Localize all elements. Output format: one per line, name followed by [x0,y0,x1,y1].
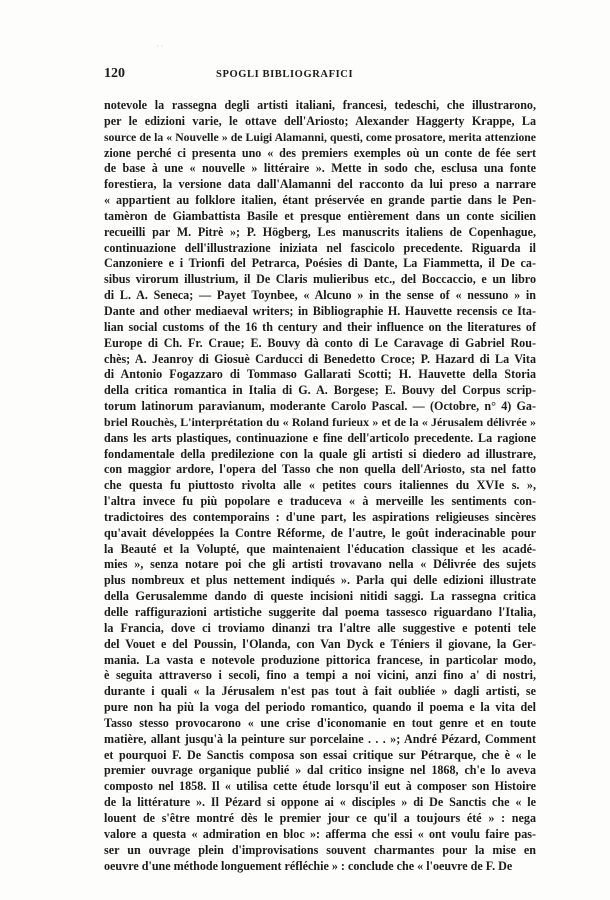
text-line: continuazione dell'illustrazione iniziata nel fascicolo precedente. Riguarda il [104,240,536,255]
text-line: recueilli par M. Pitrè »; P. Högberg, Les manuscrits italiens de Copenhague, [104,224,536,239]
text-line: plus nombreux et plus nettement indiqués ». Parla qui delle edizioni illustrate [104,573,536,588]
text-line: per le edizioni varie, le ottave dell'Ariosto; Alexander Haggerty Krappe, La [104,113,536,128]
text-line: la Beauté et la Volupté, que maintenaient l'éducation classique et les acadé- [104,541,536,556]
text-line: con maggior ardore, l'opera del Tasso che non quella dell'Ariosto, sta nel fatto [104,462,536,477]
text-line: pure non ha più la voga del periodo romantico, quando il poema e la vita del [104,700,536,715]
text-line: matière, allant jusqu'à la peinture sur porcelaine . . . »; André Pézard, Comment [104,731,536,746]
running-head: SPOGLI BIBLIOGRAFICI [216,69,354,80]
text-line: torum latinorum paravianum, moderante Carolo Pascal. — (Octobre, n° 4) Ga- [104,399,536,414]
text-line: della critica romantica in Italia di G. A. Borgese; E. Bouvy del Corpus scrip- [104,383,536,398]
text-line: premier ouvrage organique publié » dal critico insigne nel 1868, ch'e lo aveva [104,763,536,778]
text-line: composto nel 1858. Il « utilisa cette étude lorsqu'il eut à composer son Histoire [104,779,536,794]
text-line: mania. La vasta e notevole produzione pittorica francese, in particolar modo, [104,652,536,667]
text-line: della Gerusalemme dando di queste incisioni nitidi saggi. La rassegna critica [104,589,536,604]
text-line: durante i quali « la Jérusalem n'est pas tout à fait oubliée » dagli artisti, se [104,684,536,699]
text-line: et pourquoi F. De Sanctis composa son essai critique sur Pétrarque, che è « le [104,747,536,762]
text-line: de la littérature ». Il Pézard si oppone ai « disciples » di De Sanctis che « le [104,795,536,810]
text-line: di Antonio Fogazzaro di Tommaso Gallarati Scotti; H. Hauvette della Storia [104,367,536,382]
text-line: del Vouet e del Poussin, l'Olanda, con Van Dyck e Téniers il giovane, la Ger- [104,636,536,651]
text-line: Europe di Ch. Fr. Craue; E. Bouvy dà conto di Le Caravage di Gabriel Rou- [104,335,536,350]
text-line: l'altra invece fu più popolare e traduceva « à merveille les sentiments con- [104,494,536,509]
text-line: delle raffigurazioni artistiche suggerite dal poema tassesco riguardano l'Italia, [104,605,536,619]
text-line: di L. A. Seneca; — Payet Toynbee, « Alcuno » in the sense of « nessuno » in [104,288,536,303]
text-line: forestiera, la versione data dall'Alamanni del racconto da lui preso a narrare [104,177,536,192]
text-line: fondamentale della predilezione con la quale gli artisti si diedero ad illustrare, [104,446,536,461]
text-line: source de la « Nouvelle » de Luigi Alamanni, questi, come prosatore, merita attenzione [104,130,536,144]
text-line: la Francia, dove ci troviamo dinanzi tra l'altre alle suggestive e potenti tele [104,620,536,635]
text-line: sibus virorum illustrium, il De Claris mulieribus etc., del Boccaccio, e un libro [104,272,536,287]
page-number: 120 [104,66,125,81]
text-line: qu'avait développées la Contre Réforme, de l'autre, le goût inderacinable pour [104,525,536,540]
page-header [104,66,536,86]
text-line: notevole la rassegna degli artisti italiani, francesi, tedeschi, che illustrarono, [104,98,536,112]
text-line: Tasso stesso provocarono « une crise d'iconomanie en tout genre et en toute [104,715,536,730]
text-line: tamèron de Giambattista Basile et presque entièrement dans un conte sicilien [104,208,536,223]
text-line: è seguita attraverso i secoli, fino a tempi a noi vicini, anzi fino a' di nostri, [104,668,536,683]
text-line: Dante and other mediaeval writers; in Bibliographie H. Hauvette recensis ce Ita- [104,303,536,318]
text-line: de base à une « nouvelle » littéraire ». Mette in sodo che, esclusa una fonte [104,161,536,176]
page [104,66,536,874]
text-line: che questa fu piuttosto rivolta alle « petites cours italiennes du XVIe s. », [104,478,536,493]
text-line: louent de s'être montré dès le premier jour ce qu'il a toujours été » : nega [104,810,536,825]
text-line: ser un ouvrage plein d'improvisations souvent charmantes pour la mise en [104,842,536,857]
text-line: briel Rouchès, L'interprétation du « Roland furieux » et de la « Jérusalem délivrée » [104,414,536,429]
text-line: tradictoires des contemporains : d'une part, les aspirations religieuses sincères [104,509,536,524]
text-line: chès; A. Jeanroy di Giosuè Carducci di Benedetto Croce; P. Hazard di La Vita [104,351,536,366]
text-line: lian social customs of the 16 th century and their influence on the literatures of [104,319,536,334]
text-line: valore a questa « admiration en bloc »: afferma che essi « ont voulu faire pas- [104,826,536,841]
text-line: Canzoniere e i Trionfi del Petrarca, Poésies di Dante, La Fiammetta, il De ca- [104,256,536,271]
text-line: « appartient au folklore italien, étant préservée en grande partie dans le Pen- [104,193,536,208]
text-line: dans les arts plastiques, continuazione e fine dell'articolo precedente. La ragione [104,430,536,445]
text-line: zione perché ci presenta uno « des premiers exemples où un conte de fée sert [104,145,536,160]
text-line: oeuvre d'une méthode longuement réfléchie » : conclude che « l'oeuvre de F. De [104,858,513,873]
body-text [104,98,536,874]
text-line: mies », senza notare poi che gli artisti trovavano nella « Délivrée des sujets [104,557,536,572]
scan-speck: · · [156,42,164,51]
